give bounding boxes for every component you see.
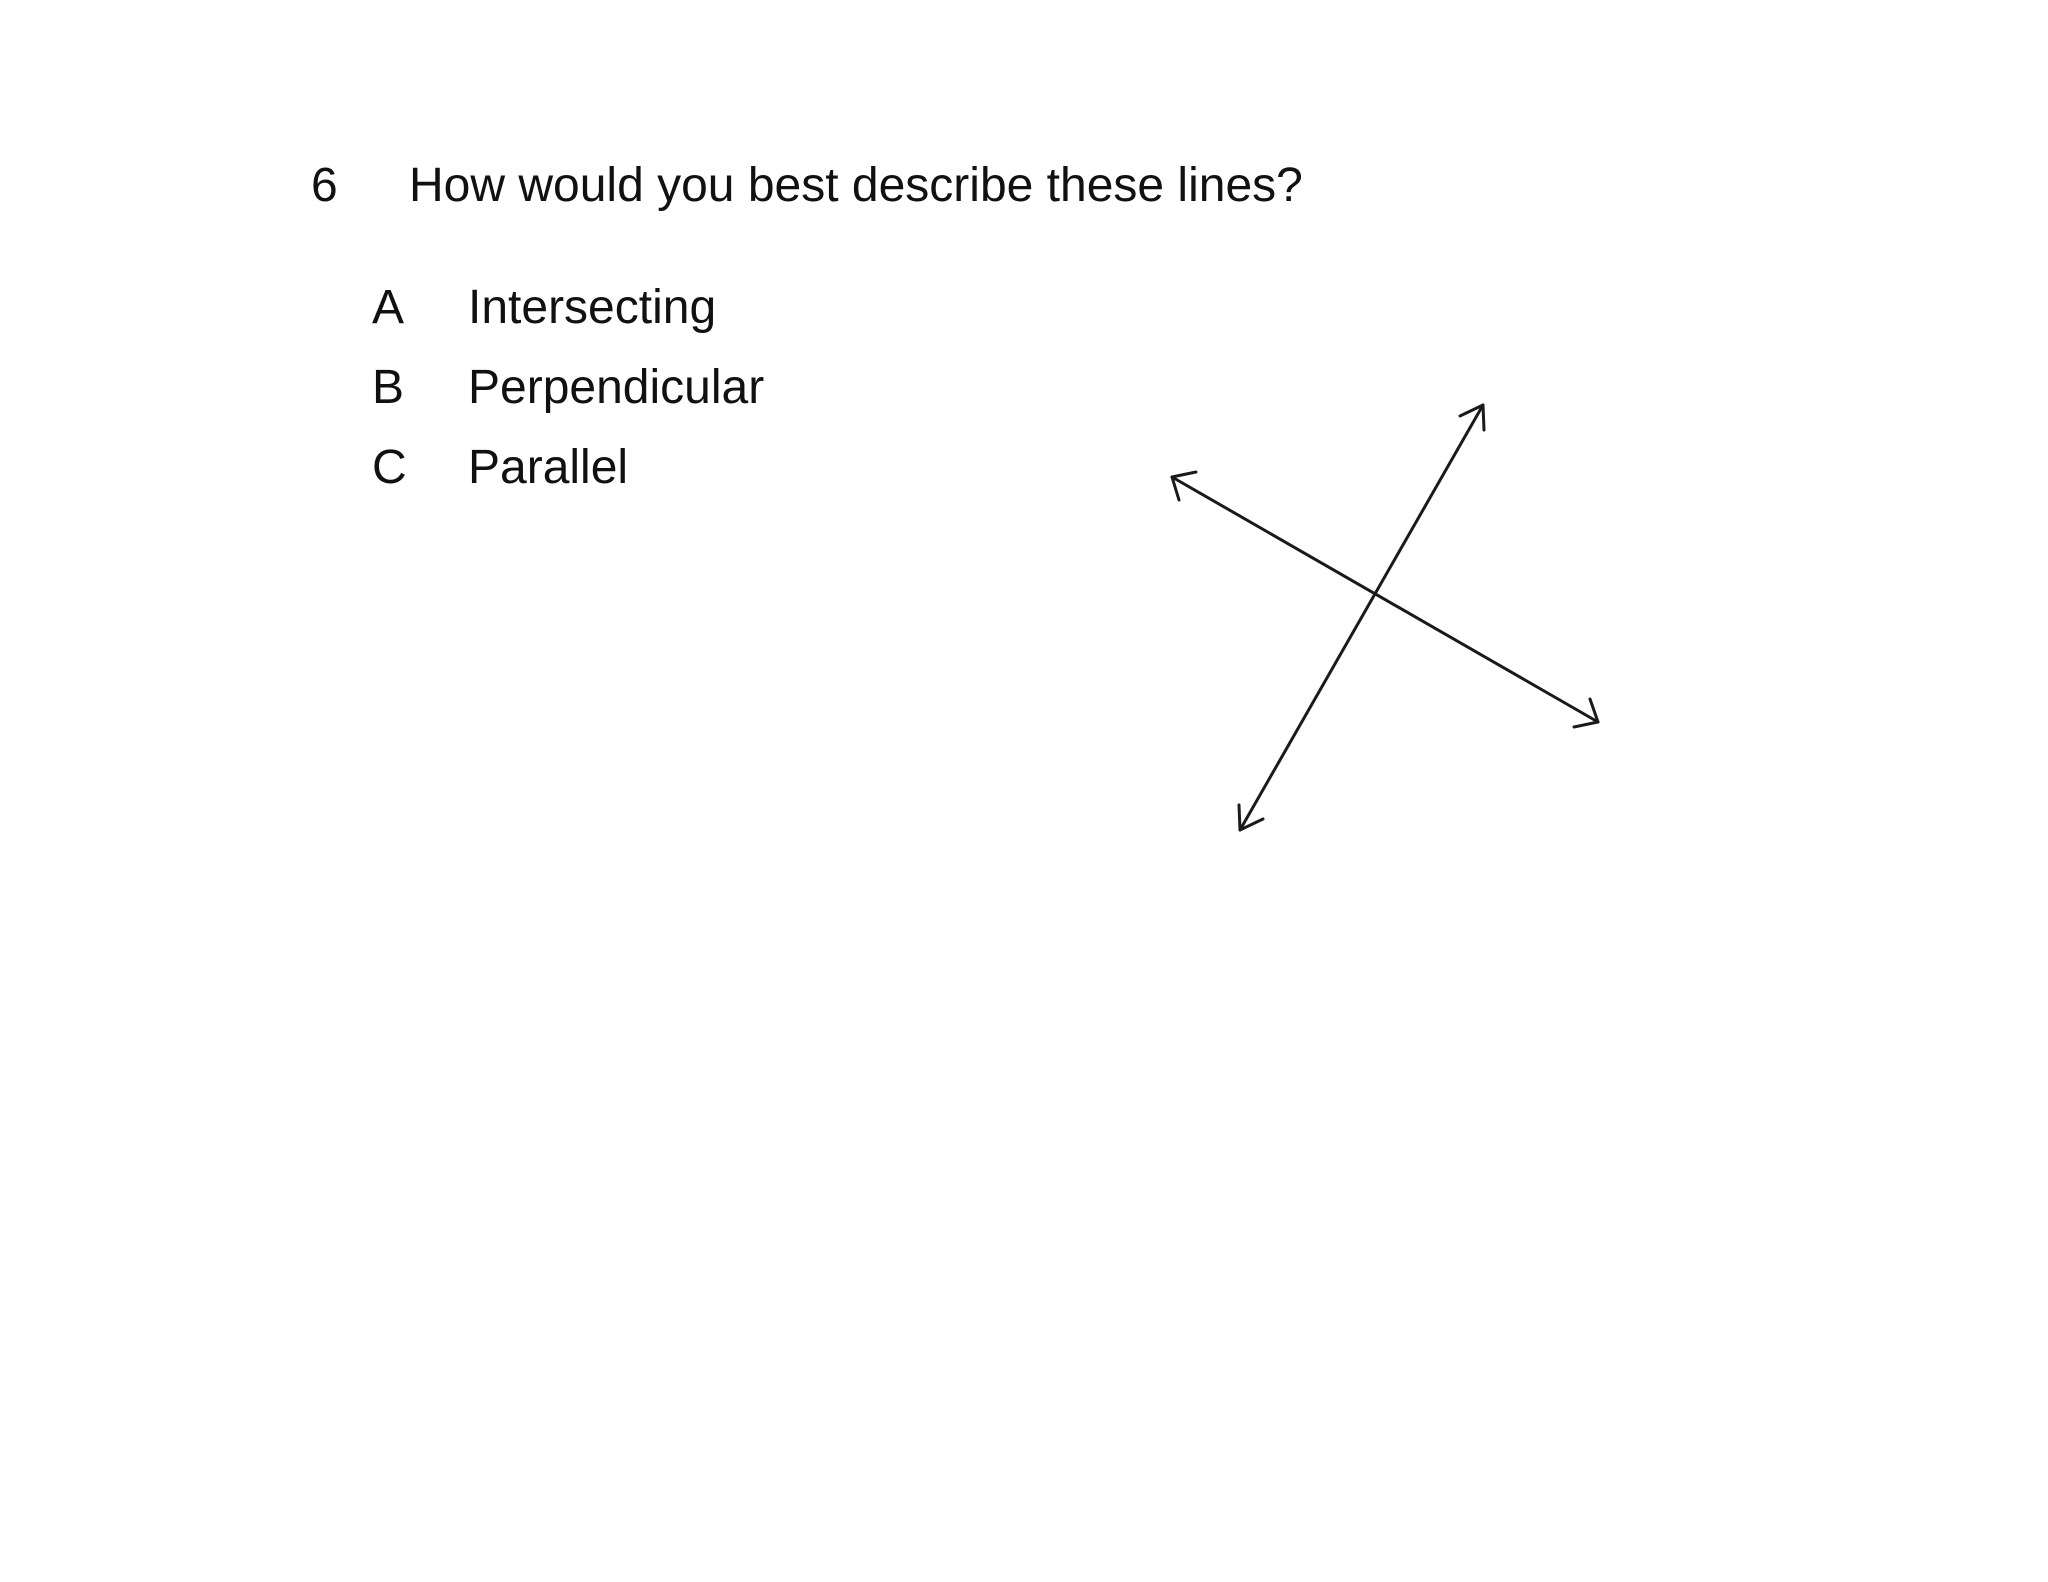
option-c-text: Parallel (468, 441, 629, 494)
line-one (1172, 477, 1598, 722)
option-b-text: Perpendicular (468, 361, 765, 414)
question-text: How would you best describe these lines? (409, 159, 1303, 212)
option-b-letter: B (372, 361, 405, 414)
question-number: 6 (311, 159, 338, 212)
option-c-letter: C (372, 441, 407, 494)
line-one-arrowhead-start (1172, 472, 1196, 500)
option-a-letter: A (372, 281, 405, 334)
option-a-text: Intersecting (468, 281, 717, 334)
line-one-arrowhead-end (1574, 699, 1598, 727)
line-two (1240, 405, 1483, 830)
